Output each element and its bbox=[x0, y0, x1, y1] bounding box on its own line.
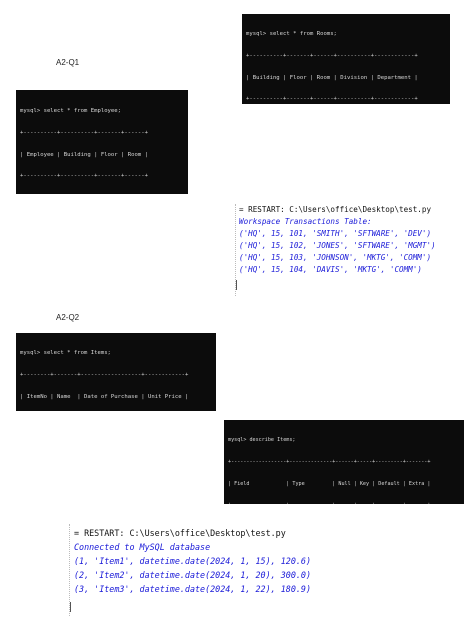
terminal-line: mysql> select * from Employee; bbox=[20, 108, 122, 115]
terminal-line: +----------+----------+-------+------+ bbox=[20, 173, 148, 180]
items-terminal bbox=[16, 333, 216, 411]
terminal-line: | ItemNo | Name | Date of Purchase | Unit Price | bbox=[20, 393, 189, 400]
restart-line: = RESTART: C:\Users\office\Desktop\test.py bbox=[74, 528, 286, 538]
output-line: (1, 'Item1', datetime.date(2024, 1, 15), 120.6) bbox=[74, 556, 311, 566]
idle-shell-output-1 bbox=[232, 204, 464, 296]
terminal-line: mysql> select * from Items; bbox=[20, 350, 111, 357]
terminal-line: mysql> select * from Rooms; bbox=[246, 31, 337, 38]
label-a2-q1: A2-Q1 bbox=[56, 58, 80, 67]
output-line: (3, 'Item3', datetime.date(2024, 1, 22), 180.9) bbox=[74, 584, 311, 594]
terminal-line: +----------+----------+-------+------+ bbox=[20, 130, 148, 137]
output-line: ('HQ', 15, 103, 'JOHNSON', 'MKTG', 'COMM') bbox=[239, 253, 432, 262]
output-line: Workspace Transactions Table: bbox=[239, 217, 372, 226]
terminal-line: | Employee | Building | Floor | Room | bbox=[20, 151, 148, 158]
idle-shell-output-2 bbox=[66, 524, 366, 616]
label-a2-q2: A2-Q2 bbox=[56, 313, 80, 322]
terminal-line: | Building | Floor | Room | Division | Department | bbox=[246, 74, 418, 81]
output-line: Connected to MySQL database bbox=[74, 542, 211, 552]
terminal-line: mysql> describe Items; bbox=[228, 437, 296, 444]
terminal-line: +----------+-------+------+----------+------------+ bbox=[246, 53, 418, 60]
terminal-line: | Field | Type | Null | Key | Default | Extra | bbox=[228, 480, 431, 487]
output-line: ('HQ', 15, 102, 'JONES', 'SFTWARE', 'MGMT') bbox=[239, 241, 436, 250]
rooms-terminal bbox=[242, 14, 450, 104]
text-cursor bbox=[70, 602, 71, 612]
terminal-line bbox=[228, 502, 460, 504]
output-line: ('HQ', 15, 101, 'SMITH', 'SFTWARE', 'DEV') bbox=[239, 229, 432, 238]
output-line: ('HQ', 15, 104, 'DAVIS', 'MKTG', 'COMM') bbox=[239, 265, 422, 274]
text-cursor bbox=[236, 280, 237, 290]
terminal-line: +------------------+--------------+------+-----+---------+-------+ bbox=[228, 459, 431, 466]
employee-terminal bbox=[16, 90, 188, 194]
terminal-line: +----------+-------+------+----------+------------+ bbox=[246, 96, 418, 103]
restart-line: = RESTART: C:\Users\office\Desktop\test.py bbox=[239, 205, 432, 214]
describe-terminal bbox=[224, 420, 464, 504]
terminal-line: +--------+-------+------------------+------------+ bbox=[20, 372, 189, 379]
output-line: (2, 'Item2', datetime.date(2024, 1, 20), 300.0) bbox=[74, 570, 311, 580]
